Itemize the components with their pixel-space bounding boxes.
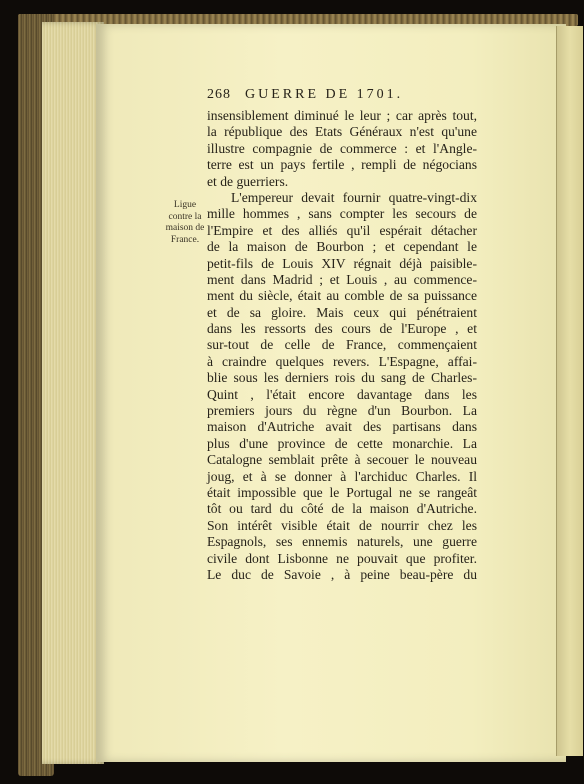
- text-line: Catalogne semblait prête à secouer le nouveau: [207, 452, 477, 468]
- text-block: [207, 84, 477, 583]
- text-line: maison d'Autriche avait des partisans dans: [207, 419, 477, 435]
- text-line: premiers jours du règne d'un Bourbon. La: [207, 403, 477, 419]
- text-line: Espagnols, ses ennemis naturels, une guerre: [207, 534, 477, 550]
- text-line: illustre compagnie de commerce : et l'Angle-: [207, 140, 477, 156]
- marginal-note-line: Ligue: [173, 200, 197, 210]
- text-line: blie sous les derniers rois du sang de Charles-: [207, 370, 477, 386]
- text-line: sur-tout de celle de France, commençaient: [207, 337, 477, 353]
- running-header: [207, 84, 477, 106]
- text-line: tôt ou tard du côté de la maison d'Autriche.: [207, 501, 477, 517]
- text-line: Son intérêt visible était de nourrir chez les: [207, 517, 477, 533]
- text-line: insensiblement diminué le leur ; car après tout,: [207, 108, 477, 123]
- text-line: Quint , l'était encore davantage dans les: [207, 386, 477, 402]
- text-line: la république des Etats Généraux n'est qu'une: [207, 124, 477, 140]
- text-line: plus d'une province de cette monarchie. La: [207, 435, 477, 451]
- text-line: civile dont Lisbonne ne pouvait que profiter.: [207, 550, 477, 566]
- text-line: terre est un pays fertile , rempli de négocians: [207, 157, 477, 173]
- text-line: mille hommes , sans compter les secours de: [207, 206, 477, 222]
- text-line: et de guerriers.: [207, 173, 289, 189]
- text-line: et de sa gloire. Mais ceux qui pénétraient: [207, 304, 477, 320]
- marginal-note-line: contre la: [168, 211, 202, 222]
- text-line: ment du siècle, était au comble de sa puissance: [207, 288, 477, 304]
- text-line: à craindre quelques revers. L'Espagne, affai-: [207, 353, 477, 369]
- marginal-note: [160, 200, 210, 246]
- text-line: L'empereur devait fournir quatre-vingt-dix: [231, 189, 477, 205]
- marginal-note-line: maison de: [165, 223, 205, 233]
- text-line: petit-fils de Louis XIV régnait déjà paisible-: [207, 255, 477, 271]
- text-line: l'Empire et des alliés qu'il espérait détacher: [207, 222, 477, 238]
- text-line: dans les ressorts des cours de l'Europe , et: [207, 321, 477, 337]
- text-line: de la maison de Bourbon ; et cependant le: [207, 239, 477, 255]
- marginal-note-line: France.: [170, 234, 200, 245]
- body-text: [207, 108, 477, 583]
- running-title: GUERRE DE 1701.: [245, 87, 404, 102]
- page-fore-edge: [42, 22, 104, 764]
- page-number: 268: [207, 87, 231, 102]
- text-line: joug, et à se donner à l'archiduc Charles. Il: [207, 468, 477, 484]
- right-page-edge: [556, 26, 583, 756]
- text-line: ment dans Madrid ; et Louis , au commence-: [207, 271, 477, 287]
- text-line: Le duc de Savoie , à peine beau-père du: [207, 566, 477, 582]
- text-line: était impossible que le Portugal ne se rangeât: [207, 484, 477, 500]
